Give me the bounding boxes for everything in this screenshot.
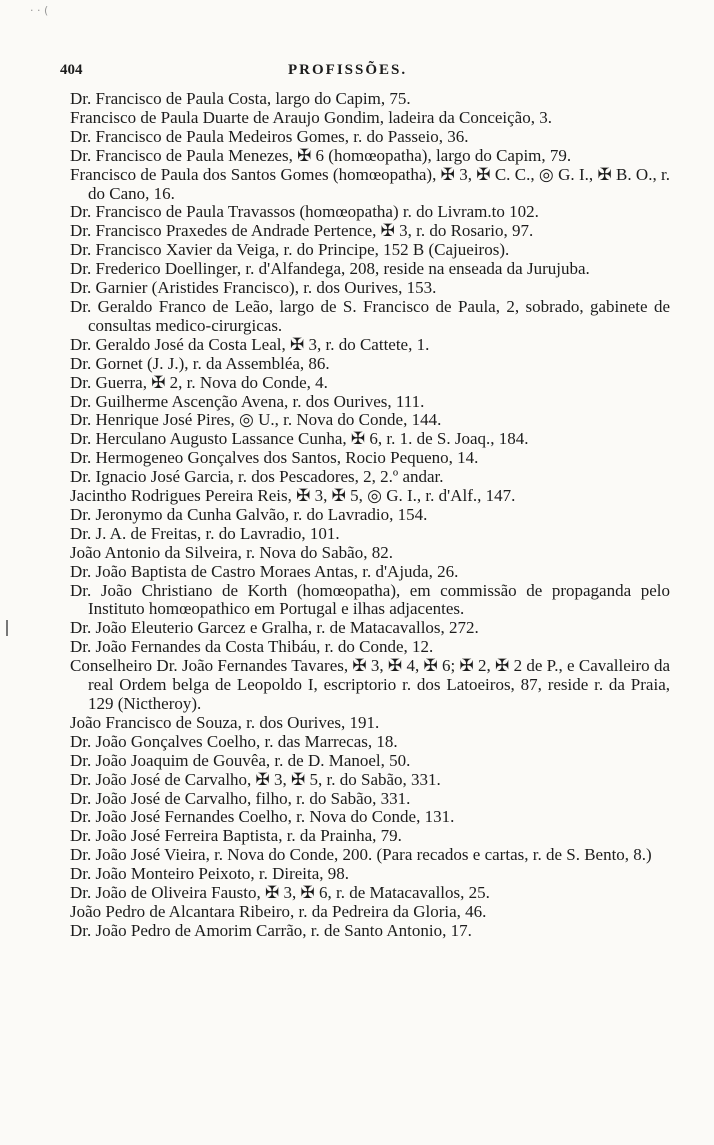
running-title: PROFISSÕES. [288,62,408,78]
directory-entry: Dr. João José de Carvalho, ✠ 3, ✠ 5, r. do Sabão, 331. [70,769,441,789]
directory-entry: Dr. Francisco de Paula Medeiros Gomes, r. do Passeio, 36. [70,126,469,146]
scan-specks: · · ( [30,4,49,17]
directory-entry: Dr. João de Oliveira Fausto, ✠ 3, ✠ 6, r. de Matacavallos, 25. [70,883,490,903]
directory-entry: Dr. Gornet (J. J.), r. da Assembléa, 86. [70,353,330,373]
directory-entries [70,90,670,941]
directory-entry: Dr. Guilherme Ascenção Avena, r. dos Ourives, 111. [70,391,425,411]
directory-entry: Dr. Guerra, ✠ 2, r. Nova do Conde, 4. [70,372,328,392]
directory-entry: Dr. João Fernandes da Costa Thibáu, r. do Conde, 12. [70,637,434,657]
directory-entry: João Pedro de Alcantara Ribeiro, r. da Pedreira da Gloria, 46. [70,901,487,921]
directory-entry: João Antonio da Silveira, r. Nova do Sabão, 82. [70,542,393,562]
directory-entry: Dr. Francisco de Paula Menezes, ✠ 6 (homœopatha), largo do Capim, 79. [70,145,572,165]
directory-entry: Dr. João Joaquim de Gouvêa, r. de D. Manoel, 50. [70,750,411,770]
directory-entry: Dr. João José Fernandes Coelho, r. Nova do Conde, 131. [70,807,455,827]
page-header [60,62,660,84]
directory-entry: Dr. Ignacio José Garcia, r. dos Pescadores, 2, 2.º andar. [70,467,444,487]
directory-entry: Dr. Jeronymo da Cunha Galvão, r. do Lavradio, 154. [70,504,428,524]
directory-entry: Dr. Garnier (Aristides Francisco), r. dos Ourives, 153. [70,278,437,298]
directory-entry: Jacintho Rodrigues Pereira Reis, ✠ 3, ✠ 5, ◎ G. I., r. d'Alf., 147. [70,486,516,506]
directory-entry: Dr. Francisco de Paula Travassos (homœopatha) r. do Livram.to 102. [70,202,539,222]
directory-entry: Dr. João Gonçalves Coelho, r. das Marrecas, 18. [70,731,398,751]
directory-entry: Dr. João Pedro de Amorim Carrão, r. de Santo Antonio, 17. [70,920,472,940]
directory-entry: Dr. João José Vieira, r. Nova do Conde, 200. (Para recados e cartas, r. de S. Bento, 8.) [70,845,652,865]
directory-entry: Dr. João Christiano de Korth (homœopatha), em commissão de propaganda pelo Instituto homœopathico em Portugal e ilhas adjacentes. [70,580,670,619]
directory-entry: Dr. João José de Carvalho, filho, r. do Sabão, 331. [70,788,411,808]
directory-entry: Dr. Francisco Praxedes de Andrade Pertence, ✠ 3, r. do Rosario, 97. [70,221,534,241]
directory-entry: Conselheiro Dr. João Fernandes Tavares, ✠ 3, ✠ 4, ✠ 6; ✠ 2, ✠ 2 de P., e Cavalleiro da real Ordem belga de Leopoldo I, escriptorio r. dos Latoeiros, 87, reside r. da Praia, 129 (Nictheroy). [70,656,670,713]
directory-entry: Francisco de Paula Duarte de Araujo Gondim, ladeira da Conceição, 3. [70,107,552,127]
directory-entry: João Francisco de Souza, r. dos Ourives, 191. [70,712,380,732]
directory-entry: Dr. João Monteiro Peixoto, r. Direita, 98. [70,864,350,884]
directory-entry: Dr. Hermogeneo Gonçalves dos Santos, Rocio Pequeno, 14. [70,448,479,468]
directory-entry: Dr. João Baptista de Castro Moraes Antas, r. d'Ajuda, 26. [70,561,459,581]
directory-entry: Dr. João José Ferreira Baptista, r. da Prainha, 79. [70,826,402,846]
directory-entry: Dr. Francisco Xavier da Veiga, r. do Principe, 152 B (Cajueiros). [70,240,510,260]
directory-entry: Dr. J. A. de Freitas, r. do Lavradio, 101. [70,523,340,543]
directory-entry: Dr. Geraldo Franco de Leão, largo de S. Francisco de Paula, 2, sobrado, gabinete de consultas medico-cirurgicas. [70,296,670,335]
margin-mark [6,620,8,636]
directory-entry: Dr. Geraldo José da Costa Leal, ✠ 3, r. do Cattete, 1. [70,334,430,354]
directory-entry: Francisco de Paula dos Santos Gomes (homœopatha), ✠ 3, ✠ C. C., ◎ G. I., ✠ B. O., r. do Cano, 16. [70,164,670,203]
directory-entry: Dr. Henrique José Pires, ◎ U., r. Nova do Conde, 144. [70,410,442,430]
page-number: 404 [60,62,83,78]
directory-entry: Dr. Herculano Augusto Lassance Cunha, ✠ 6, r. 1. de S. Joaq., 184. [70,429,529,449]
directory-entry: Dr. João Eleuterio Garcez e Gralha, r. de Matacavallos, 272. [70,618,479,638]
directory-entry: Dr. Frederico Doellinger, r. d'Alfandega, 208, reside na enseada da Jurujuba. [70,259,590,279]
directory-entry: Dr. Francisco de Paula Costa, largo do Capim, 75. [70,89,411,108]
